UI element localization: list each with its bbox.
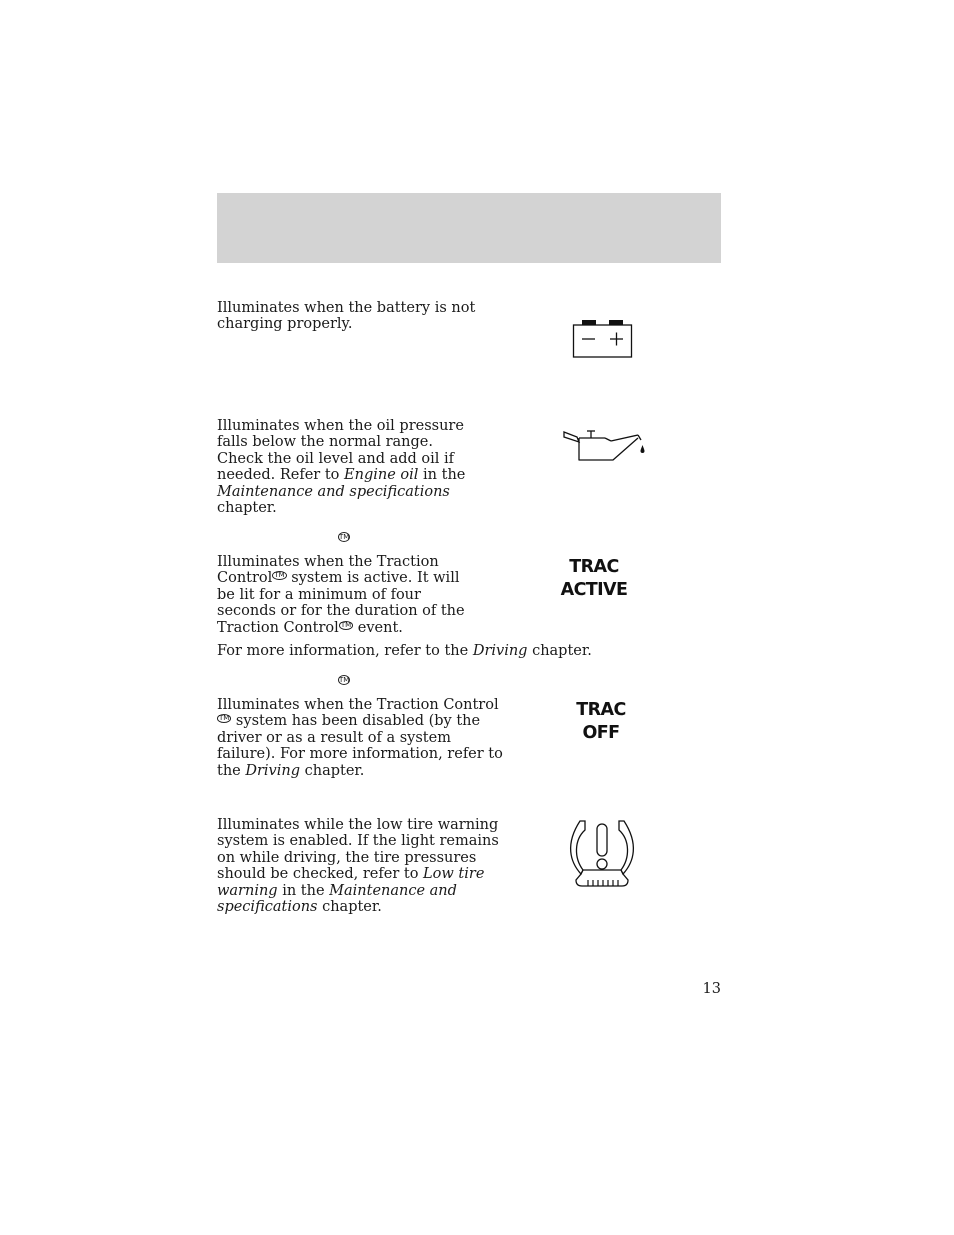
trac-active-description: Illuminates when the Traction Control TM system is active. It will be lit for a minimum of four seconds or for the duration of the Traction Control TM event. — [217, 554, 465, 636]
oil-can-icon — [562, 428, 648, 464]
low-tire-pressure-icon — [562, 818, 642, 890]
trademark-symbol: TM — [339, 676, 350, 684]
trac-off-icon: TRAC OFF — [576, 700, 626, 743]
oil-description: Illuminates when the oil pressure falls below the normal range. Check the oil level and add oil if needed. Refer to Engine oil in the Maintenance and specifications chapter. — [217, 418, 466, 517]
trac-active-more-info: For more information, refer to the Driving chapter. — [217, 643, 592, 659]
trademark-symbol: TM — [339, 533, 350, 541]
trac-off-description: Illuminates when the Traction ControlTM system has been disabled (by the driver or as a result of a system failure). For more information, refer to the Driving chapter. — [217, 697, 503, 779]
trac-active-icon: TRAC ACTIVE — [560, 557, 628, 600]
low-tire-description: Illuminates while the low tire warning system is enabled. If the light remains on while driving, the tire pressures should be checked, refer to Low tire warning in the Maintenance and specifications chapter. — [217, 817, 499, 916]
page-number: 13 — [702, 981, 721, 997]
section-header-band — [217, 193, 721, 263]
battery-icon — [572, 319, 634, 359]
battery-description: Illuminates when the battery is not charging properly. — [217, 300, 476, 333]
